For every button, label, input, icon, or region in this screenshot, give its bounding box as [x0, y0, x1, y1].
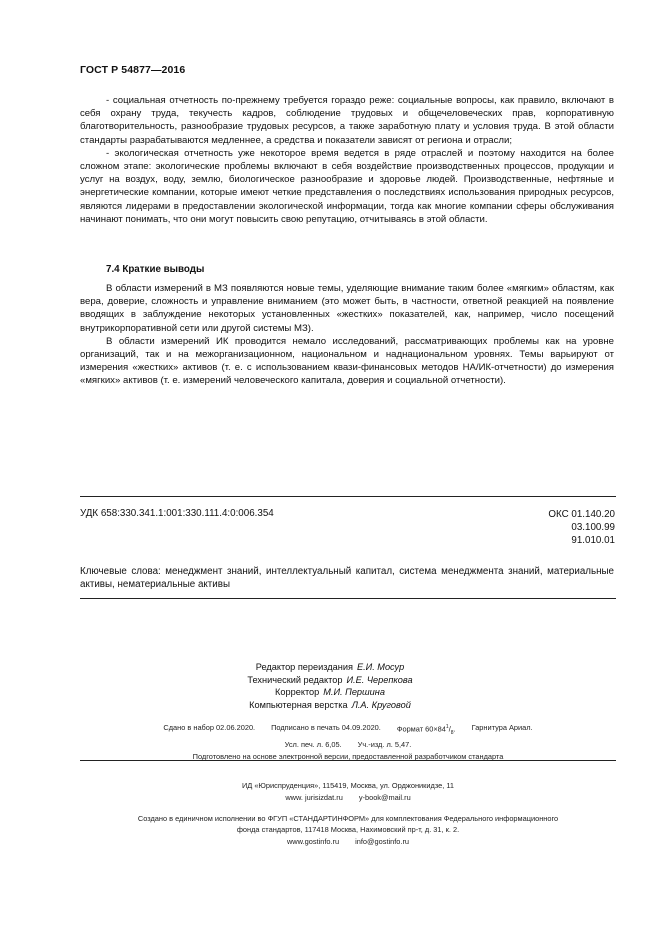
- body-text-section: [80, 282, 614, 388]
- section-heading: 7.4 Краткие выводы: [106, 264, 205, 275]
- page-format: Формат $60\times 84^1/_8$.: [396, 724, 456, 736]
- made-by-line2: фонда стандартов, 117418 Москва, Нахимовский пр-т, д. 31, к. 2.: [236, 825, 460, 835]
- credit-name: Е.И. Мосур: [356, 662, 405, 672]
- print-details-row: [80, 722, 616, 739]
- paragraph-ic: В области измерений ИК проводится немало исследований, рассматривающих проблемы как на уровне организаций, так и на межорганизационном, национальном и наднациональном уровнях. Темы варьируют от измерения «жестких» активов (т. е. с использованием квази-финансовых методов НА/ИК-отчетности) до измерения «мягких» активов (т. е. измерений человеческого капитала, доверия и социальной отчетности).: [80, 335, 614, 387]
- sheets-row: [80, 739, 616, 750]
- oks-code: ОКС 01.140.20: [548, 509, 615, 520]
- credit-role: Редактор переиздания: [255, 662, 353, 672]
- publisher-address: ИД «Юриспруденция», 115419, Москва, ул. Орджоникидзе, 11: [241, 781, 455, 791]
- credit-line: [200, 674, 460, 687]
- body-text-top: [80, 94, 614, 226]
- publishing-info: [80, 722, 616, 847]
- credit-line: [200, 661, 460, 674]
- credit-name: М.И. Першина: [323, 687, 385, 698]
- submitted-date: Сдано в набор 02.06.2020.: [163, 723, 256, 732]
- publ-sheets: Уч.-изд. л. 5,47.: [357, 740, 412, 750]
- signed-date: Подписано в печать 04.09.2020.: [271, 723, 381, 732]
- prepared-note: Подготовлено на основе электронной версии, предоставленной разработчиком стандарта: [192, 751, 504, 761]
- credit-name: И.Е. Черепкова: [346, 674, 413, 685]
- made-by-line1: Создано в единичном исполнении во ФГУП «СТАНДАРТИНФОРМ» для комплектования Федерального информационного: [137, 813, 559, 823]
- made-by-contacts: [80, 836, 616, 847]
- paragraph-ecology: - экологическая отчетность уже некоторое время ведется в ряде отраслей и поэтому находится на более сложном этапе: экологические проблемы включают в себя воздействие производственных процессов, продукции и услуг на воздух, воду, землю, биологическое разнообразие и здоровье людей. Производственные, нефтяные и энергетические компании, которые имеют четкие представления о последствиях использования природных ресурсов, являются лидерами в предоставлении экологической информации, тогда как многие компании сферы обслуживания начинают понимать, что они могут повысить свою репутацию, отчитываясь в этой области.: [80, 147, 614, 225]
- divider-publishing: [80, 760, 616, 761]
- credit-role: Корректор: [275, 687, 320, 698]
- publisher-site: www. jurisizdat.ru: [285, 792, 343, 802]
- divider-top: [80, 496, 616, 497]
- print-sheets: Усл. печ. л. 6,05.: [284, 740, 342, 750]
- oks-codes: [548, 508, 615, 548]
- typeface: Гарнитура Ариал.: [471, 723, 533, 732]
- paragraph-km: В области измерений в МЗ появляются новые темы, уделяющие внимание таким более «мягким» областям, как вера, доверие, сложность и управление вниманием (это может быть, в частности, ответной реакцией на появление вводящих в заблуждение некоторых установленных «жестких» показателей, как, например, число посещений внутрикорпоративной сети или другой системы МЗ).: [80, 283, 614, 334]
- made-site: www.gostinfo.ru: [286, 836, 340, 846]
- credit-role: Технический редактор: [247, 674, 343, 685]
- paragraph-social: - социальная отчетность по-прежнему требуется гораздо реже: социальные вопросы, как правило, включают в себя охрану труда, текучесть кадров, соблюдение трудовых и общечеловеческих прав, корпоративную благотворительность, разнообразие трудовых ресурсов, а также заработную плату и условия труда. В этой области стандарты разрабатываются медленнее, а средства и показатели зависят от региона и отрасли;: [80, 95, 614, 146]
- publisher-email: y-book@mail.ru: [358, 792, 411, 802]
- credit-role: Компьютерная верстка: [249, 699, 348, 710]
- credit-line: [200, 686, 460, 699]
- udk-code: УДК 658:330.341.1:001:330.111.4:0:006.354: [80, 508, 274, 519]
- keywords: Ключевые слова: менеджмент знаний, интеллектуальный капитал, система менеджмента знаний, материальные активы, нематериальные активы: [80, 566, 614, 591]
- credit-line: [200, 699, 460, 712]
- oks-code: 91.010.01: [571, 535, 615, 547]
- divider-bottom: [80, 598, 616, 599]
- publisher-contacts: [80, 792, 616, 803]
- oks-code: 03.100.99: [571, 522, 615, 534]
- credit-name: Л.А. Круговой: [351, 699, 411, 710]
- document-header: ГОСТ Р 54877—2016: [80, 64, 186, 76]
- credits-block: [200, 661, 460, 711]
- made-email: info@gostinfo.ru: [355, 836, 410, 846]
